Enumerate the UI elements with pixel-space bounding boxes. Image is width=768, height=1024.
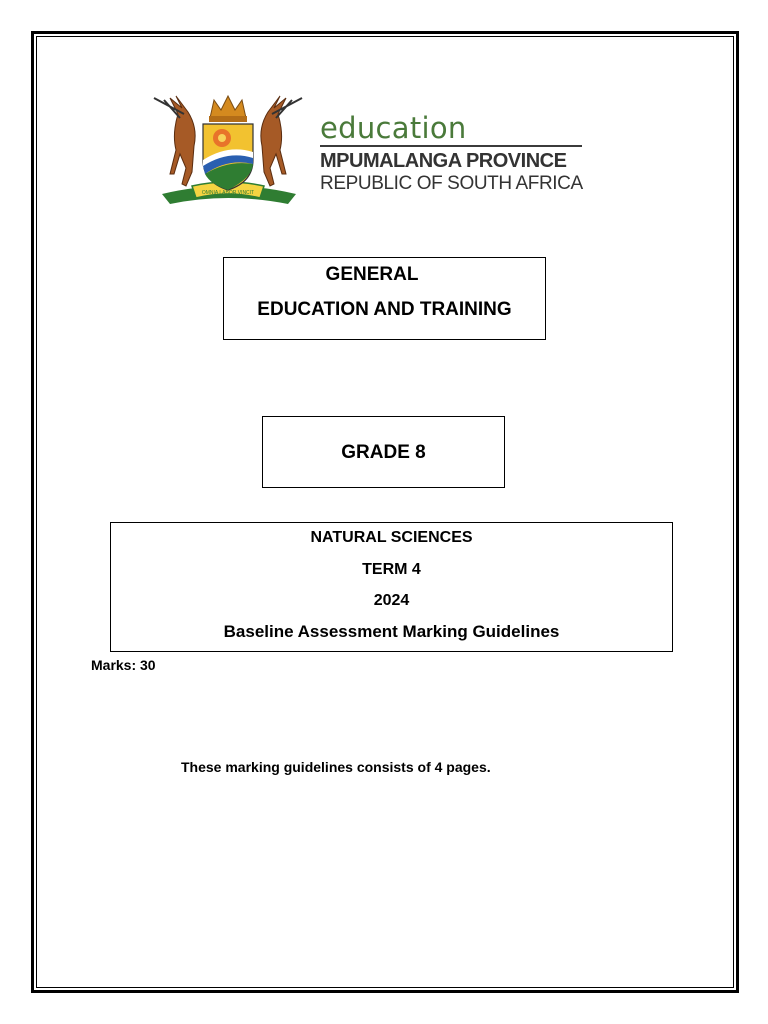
total-marks: Marks: 30 bbox=[91, 657, 156, 673]
subject-box bbox=[110, 522, 673, 652]
brand-divider bbox=[320, 145, 582, 147]
republic-name: REPUBLIC OF SOUTH AFRICA bbox=[320, 173, 583, 194]
phase-title-box bbox=[223, 257, 546, 340]
document-type: Baseline Assessment Marking Guidelines bbox=[223, 622, 560, 641]
phase-title-line1: GENERAL bbox=[325, 264, 419, 285]
term-label: TERM 4 bbox=[362, 561, 421, 578]
svg-text:OMNIA LABOR VINCIT: OMNIA LABOR VINCIT bbox=[201, 190, 255, 196]
year-label: 2024 bbox=[373, 592, 410, 609]
subject-name: NATURAL SCIENCES bbox=[310, 529, 473, 546]
province-name: MPUMALANGA PROVINCE bbox=[320, 150, 567, 172]
brand-word: education bbox=[320, 111, 467, 145]
page-count-note: These marking guidelines consists of 4 pages. bbox=[181, 759, 491, 775]
department-brand bbox=[320, 112, 590, 195]
phase-title-line2: EDUCATION AND TRAINING bbox=[257, 299, 512, 320]
grade-box bbox=[262, 416, 505, 488]
grade-label: GRADE 8 bbox=[341, 442, 426, 463]
mpumalanga-coat-of-arms-logo bbox=[148, 94, 308, 212]
